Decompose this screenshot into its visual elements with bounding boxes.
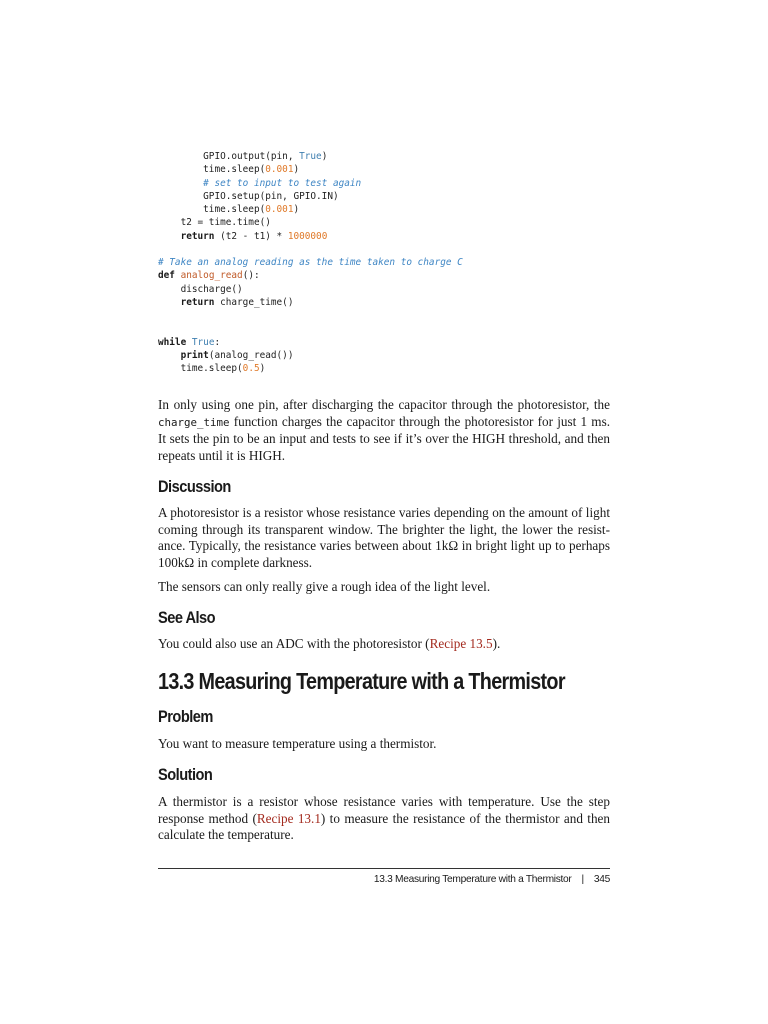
code-line <box>158 336 610 349</box>
paragraph-text: A thermistor is a resistor whose resistance varies with temperature. Use the step response method ( <box>158 794 610 826</box>
code-token: True <box>191 336 215 348</box>
code-token: return <box>180 230 215 242</box>
code-token: ) <box>293 204 300 215</box>
code-token: : <box>214 336 221 348</box>
discussion-heading: Discussion <box>158 477 231 496</box>
code-line <box>158 190 610 203</box>
code-token: 1000000 <box>287 230 328 242</box>
code-listing <box>158 150 610 375</box>
discussion-paragraph-1: A photoresistor is a resistor whose resistance varies depending on the amount of light coming through its transparent window. The brighter the light, the lower the resistance. Typically, the resistance varies between about 1kΩ in bright light up to perhaps 100kΩ in complete darkness. <box>158 505 610 570</box>
code-token: charge_time() <box>214 296 294 308</box>
page-number: 345 <box>593 874 610 885</box>
code-token <box>158 297 181 308</box>
paragraph-text: ) to measure the resistance of the thermistor and then calculate the temperature. <box>158 810 611 843</box>
code-token: (t2 - t1) * <box>214 230 288 242</box>
code-token: discharge() <box>158 283 243 295</box>
code-token: time.sleep( <box>158 363 243 374</box>
code-line <box>158 349 610 362</box>
code-line <box>158 283 610 296</box>
footer-separator: | <box>581 874 584 885</box>
code-token: # Take an analog reading as the time taken to charge C <box>158 257 463 268</box>
code-token: 0.001 <box>265 204 294 215</box>
code-line <box>158 150 610 163</box>
code-token: ) <box>259 363 266 374</box>
code-line <box>158 163 610 176</box>
code-token: analog_read <box>180 270 243 282</box>
problem-heading: Problem <box>158 707 213 726</box>
code-token: GPIO.setup(pin, GPIO.IN) <box>158 190 339 202</box>
code-line <box>158 177 610 190</box>
code-token: # set to input to test again <box>158 177 362 189</box>
code-line <box>158 269 610 282</box>
code-token: def <box>158 270 175 282</box>
code-line <box>158 256 610 269</box>
code-line <box>158 309 610 322</box>
section-title: 13.3 Measuring Temperature with a Thermistor <box>158 668 565 694</box>
code-line <box>158 230 610 243</box>
paragraph-text: In only using one pin, after discharging the capacitor through the photoresistor, the <box>158 397 610 412</box>
paragraph-charge-time <box>158 397 610 464</box>
code-token: print <box>180 349 209 361</box>
inline-code: charge_time <box>158 415 230 429</box>
code-token <box>158 350 181 361</box>
code-token: (): <box>242 270 260 282</box>
footer-rule <box>158 868 610 869</box>
paragraph-text: You could also use an ADC with the photoresistor ( <box>158 636 430 651</box>
code-line <box>158 322 610 335</box>
see-also-heading: See Also <box>158 608 216 627</box>
paragraph-text: ). <box>492 636 501 651</box>
solution-paragraph <box>158 794 610 844</box>
solution-heading: Solution <box>158 765 213 784</box>
code-token: time.sleep( <box>158 204 266 215</box>
recipe-13-5-link[interactable]: Recipe 13.5 <box>429 636 493 651</box>
code-token: GPIO.output(pin, <box>158 151 300 162</box>
recipe-13-1-link[interactable]: Recipe 13.1 <box>256 810 321 826</box>
code-token: return <box>180 296 215 308</box>
code-token: ) <box>293 164 300 176</box>
code-line <box>158 243 610 256</box>
code-token: True <box>299 151 322 162</box>
code-line <box>158 296 610 309</box>
code-token: 0.001 <box>265 164 294 176</box>
code-token: time.sleep( <box>158 164 266 176</box>
paragraph-text: function charges the capacitor through the photoresistor for just 1 ms. It sets the pin to be an input and tests to see if it’s over the HIGH threshold, and then repeats until it is HIGH. <box>158 413 610 463</box>
code-token: t2 = time.time() <box>158 217 271 229</box>
discussion-paragraph-2: The sensors can only really give a rough idea of the light level. <box>158 579 491 594</box>
see-also-paragraph <box>158 636 610 653</box>
code-line <box>158 216 610 229</box>
problem-paragraph: You want to measure temperature using a thermistor. <box>158 736 437 751</box>
code-token: (analog_read()) <box>208 349 294 361</box>
footer-section-title: 13.3 Measuring Temperature with a Thermistor <box>373 874 572 885</box>
code-token <box>158 231 181 242</box>
code-token: 0.5 <box>242 363 260 374</box>
code-line <box>158 362 610 375</box>
page-footer <box>374 874 610 885</box>
code-token: while <box>158 336 187 348</box>
code-line <box>158 203 610 216</box>
code-token: ) <box>321 151 328 162</box>
